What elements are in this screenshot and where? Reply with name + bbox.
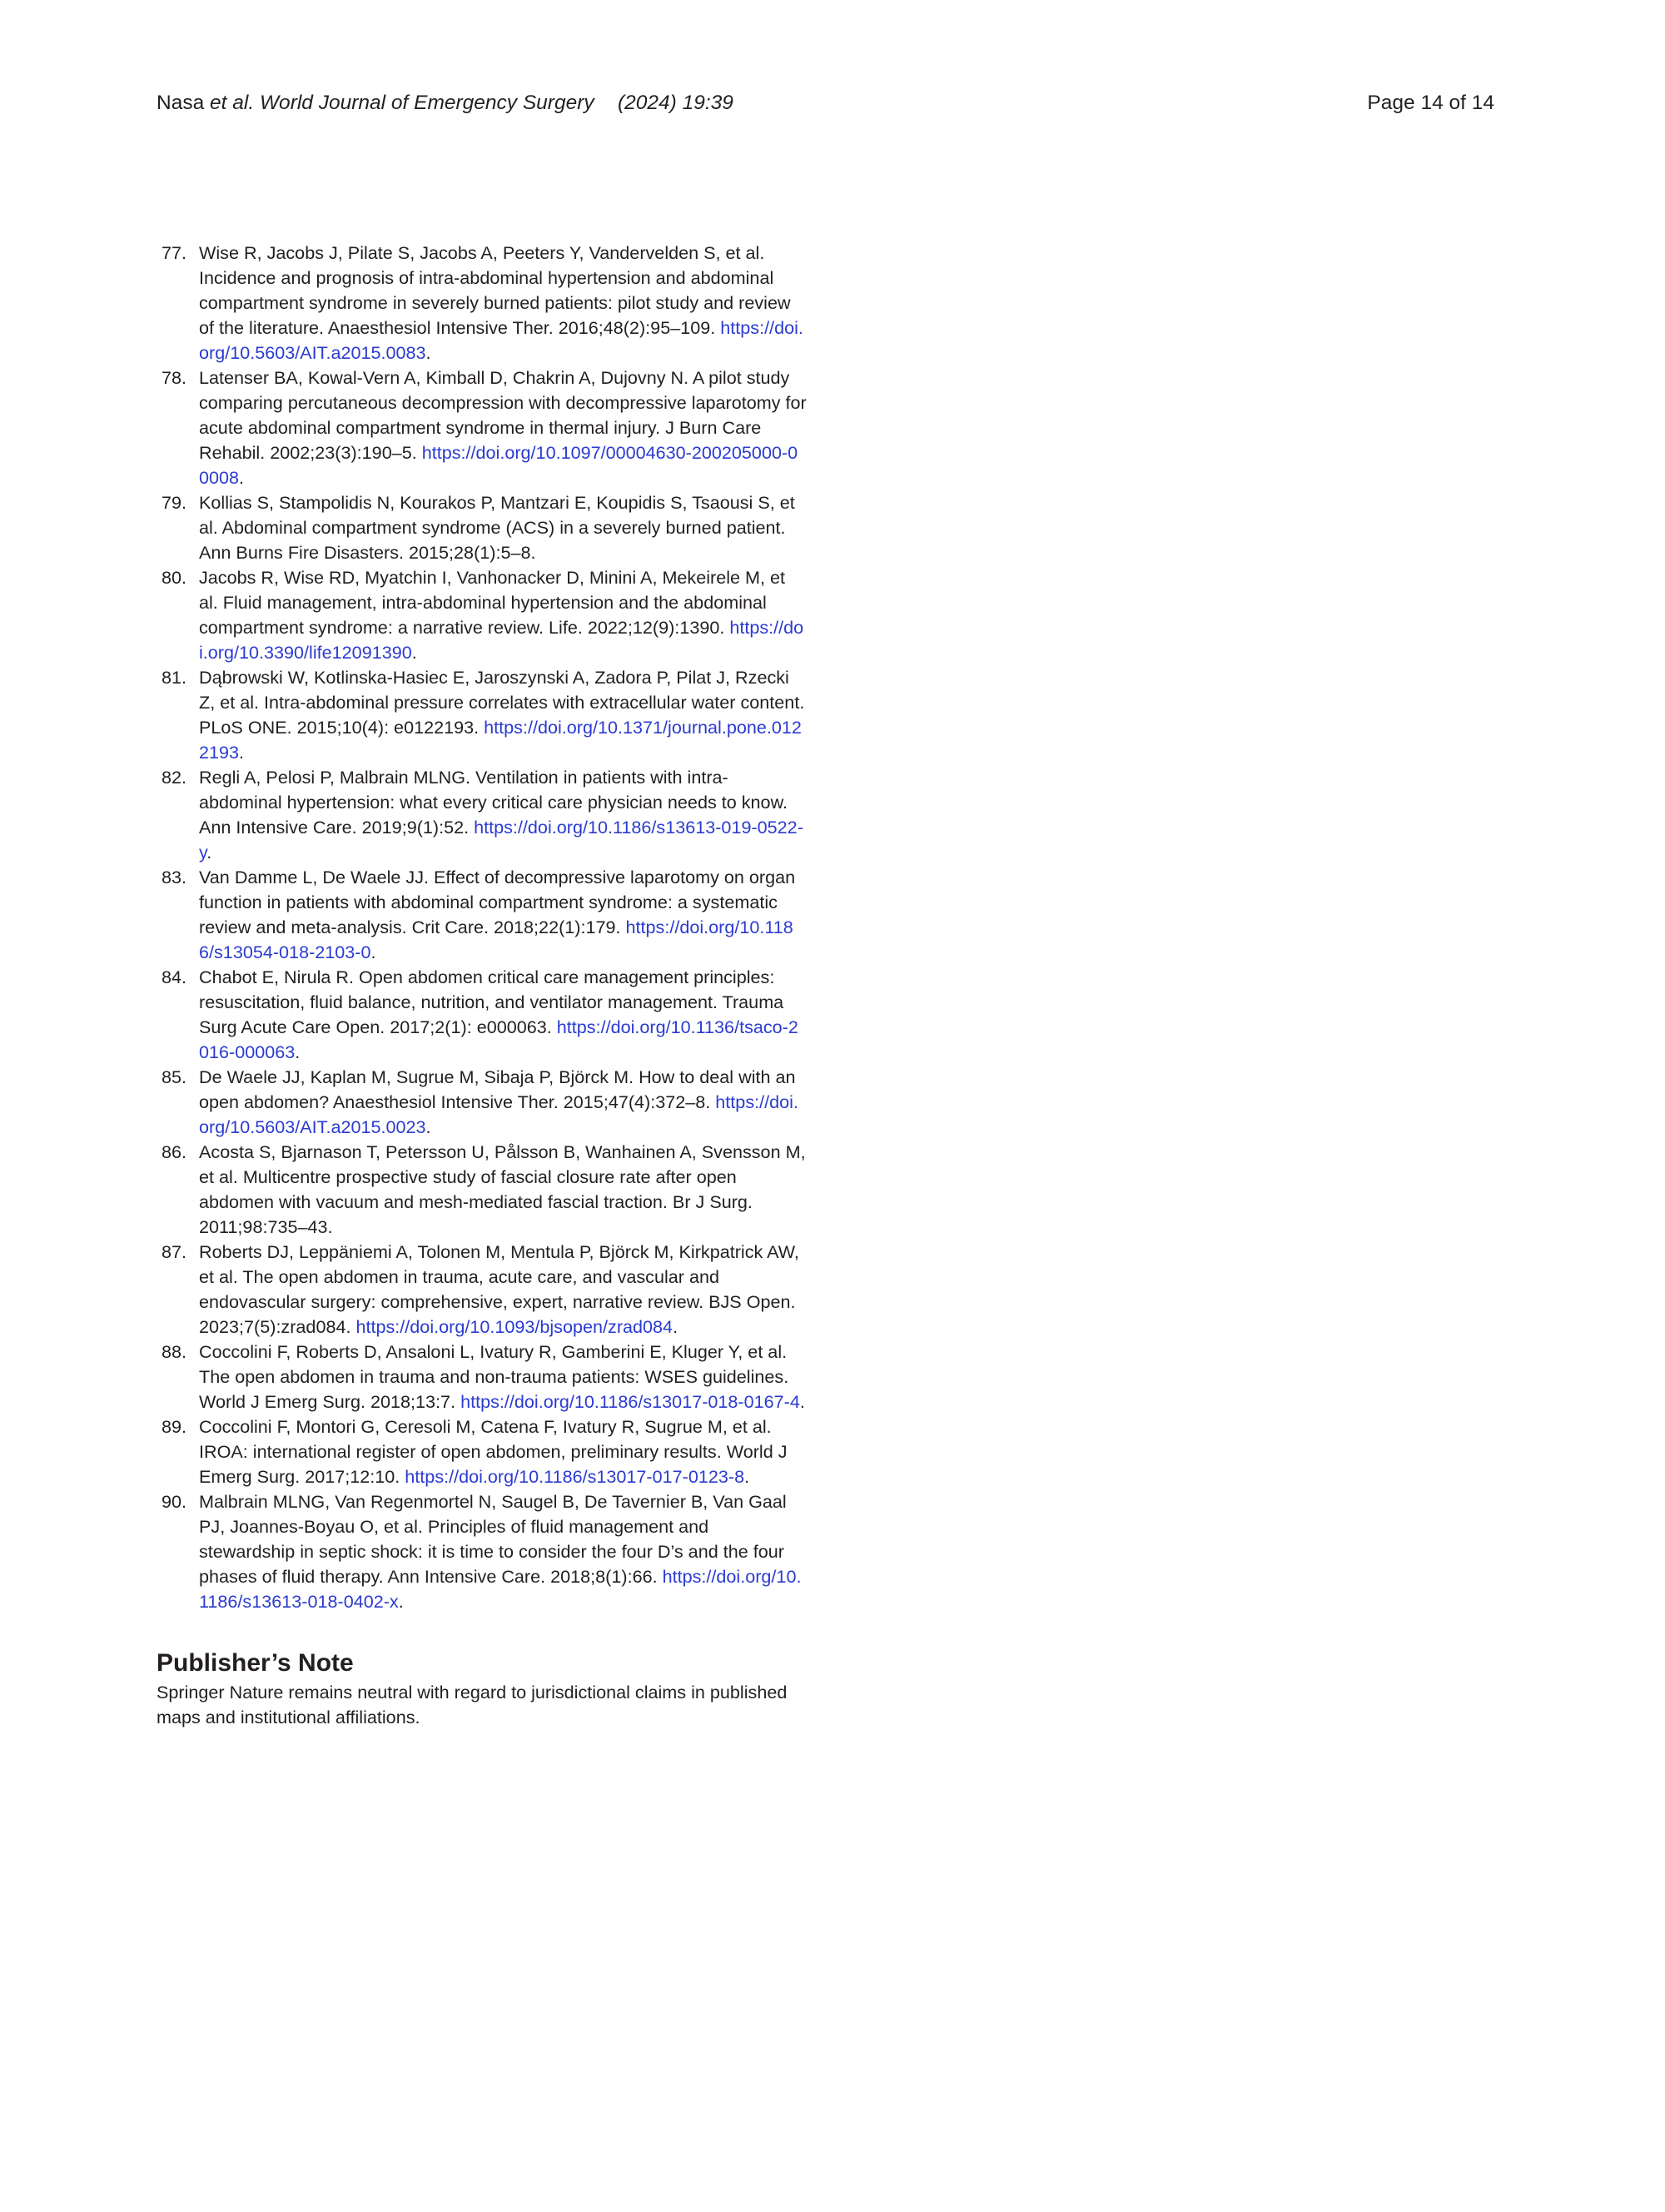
reference-text: Acosta S, Bjarnason T, Petersson U, Pålsson B, Wanhainen A, Svensson M, et al. Multicentre prospective study of fascial closure rate after open abdomen with vacuum and mesh-mediated fascial traction. Br J Surg. 2011;98:735–43. bbox=[199, 1141, 806, 1237]
reference-item bbox=[157, 1414, 808, 1489]
reference-item bbox=[157, 365, 808, 490]
running-head-citation bbox=[157, 88, 594, 118]
reference-doi-link[interactable]: https://doi.org/10.1097/00004630-200205000-00008 bbox=[199, 442, 798, 488]
reference-doi-link[interactable]: https://doi.org/10.3390/life12091390 bbox=[199, 617, 804, 663]
reference-text: De Waele JJ, Kaplan M, Sugrue M, Sibaja P, Björck M. How to deal with an open abdomen? Anaesthesiol Intensive Ther. 2015;47(4):372–8. bbox=[199, 1066, 796, 1112]
reference-number: 88. bbox=[161, 1341, 186, 1362]
reference-number: 78. bbox=[161, 367, 186, 388]
reference-text: Chabot E, Nirula R. Open abdomen critical care management principles: resuscitation, fluid balance, nutrition, and ventilator management. Trauma Surg Acute Care Open. 2017;2(1): e000063. bbox=[199, 967, 784, 1037]
reference-item bbox=[157, 765, 808, 865]
reference-text: Wise R, Jacobs J, Pilate S, Jacobs A, Peeters Y, Vandervelden S, et al. Incidence and prognosis of intra-abdominal hypertension and abdominal compartment syndrome in severely burned patients: pilot study and review of the literature. Anaesthesiol Intensive Ther. 2016;48(2):95–109. bbox=[199, 242, 791, 338]
reference-text: Coccolini F, Roberts D, Ansaloni L, Ivatury R, Gamberini E, Kluger Y, et al. The open abdomen in trauma and non-trauma patients: WSES guidelines. World J Emerg Surg. 2018;13:7. bbox=[199, 1341, 789, 1412]
reference-end: . bbox=[206, 842, 212, 862]
reference-number: 80. bbox=[161, 567, 186, 588]
reference-number: 90. bbox=[161, 1491, 186, 1512]
reference-doi-link[interactable]: https://doi.org/10.1186/s13017-017-0123-8 bbox=[405, 1466, 745, 1487]
reference-number: 86. bbox=[161, 1141, 186, 1162]
running-head bbox=[157, 88, 1494, 118]
reference-number: 82. bbox=[161, 767, 186, 788]
reference-item bbox=[157, 1140, 808, 1240]
reference-text: Malbrain MLNG, Van Regenmortel N, Saugel B, De Tavernier B, Van Gaal PJ, Joannes-Boyau O, et al. Principles of fluid management and stewardship in septic shock: it is time to consider the four D’s and the four phases of fluid therapy. Ann Intensive Care. 2018;8(1):66. bbox=[199, 1491, 787, 1587]
reference-end: . bbox=[425, 342, 431, 363]
publishers-note bbox=[157, 1647, 808, 1730]
reference-doi-link[interactable]: https://doi.org/10.5603/AIT.a2015.0023 bbox=[199, 1091, 798, 1137]
running-head-journal: et al. World Journal of Emergency Surgery bbox=[210, 92, 594, 114]
reference-text: Regli A, Pelosi P, Malbrain MLNG. Ventilation in patients with intra-abdominal hypertension: what every critical care physician needs to know. Ann Intensive Care. 2019;9(1):52. bbox=[199, 767, 788, 838]
reference-item bbox=[157, 1340, 808, 1414]
reference-number: 81. bbox=[161, 667, 186, 688]
reference-doi-link[interactable]: https://doi.org/10.1186/s13613-019-0522-y bbox=[199, 817, 803, 862]
reference-doi-link[interactable]: https://doi.org/10.1186/s13613-018-0402-x bbox=[199, 1566, 802, 1612]
reference-number: 85. bbox=[161, 1066, 186, 1087]
publishers-note-heading: Publisher’s Note bbox=[157, 1649, 354, 1677]
reference-text: Jacobs R, Wise RD, Myatchin I, Vanhonacker D, Minini A, Mekeirele M, et al. Fluid management, intra-abdominal hypertension and the abdominal compartment syndrome: a narrative review. Life. 2022;12(9):1390. bbox=[199, 567, 786, 638]
reference-text: Van Damme L, De Waele JJ. Effect of decompressive laparotomy on organ function in patients with abdominal compartment syndrome: a systematic review and meta-analysis. Crit Care. 2018;22(1):179. bbox=[199, 867, 796, 937]
reference-text: Dąbrowski W, Kotlinska-Hasiec E, Jaroszynski A, Zadora P, Pilat J, Rzecki Z, et al. Intra-abdominal pressure correlates with extracellular water content. PLoS ONE. 2015;10(4): e0122193. bbox=[199, 667, 805, 738]
reference-doi-link[interactable]: https://doi.org/10.1186/s13017-018-0167-4 bbox=[460, 1391, 800, 1412]
reference-number: 83. bbox=[161, 867, 186, 887]
reference-end: . bbox=[744, 1466, 750, 1487]
reference-text: Roberts DJ, Leppäniemi A, Tolonen M, Mentula P, Björck M, Kirkpatrick AW, et al. The open abdomen in trauma, acute care, and vascular and endovascular surgery: comprehensive, expert, narrative review. BJS Open. 2023;7(5):zrad084. bbox=[199, 1241, 799, 1337]
reference-doi-link[interactable]: https://doi.org/10.1371/journal.pone.0122193 bbox=[199, 717, 802, 763]
reference-doi-link[interactable]: https://doi.org/10.1186/s13054-018-2103-0 bbox=[199, 917, 793, 962]
reference-item bbox=[157, 1489, 808, 1614]
reference-list bbox=[157, 241, 808, 1614]
reference-end: . bbox=[425, 1116, 431, 1137]
reference-doi-link[interactable]: https://doi.org/10.1136/tsaco-2016-000063 bbox=[199, 1017, 798, 1062]
reference-number: 84. bbox=[161, 967, 186, 987]
reference-number: 89. bbox=[161, 1416, 186, 1437]
page-number: Page 14 of 14 bbox=[1367, 92, 1494, 114]
reference-end: . bbox=[799, 1391, 805, 1412]
reference-item bbox=[157, 865, 808, 965]
reference-doi-link[interactable]: https://doi.org/10.5603/AIT.a2015.0083 bbox=[199, 317, 803, 363]
reference-item bbox=[157, 241, 808, 365]
reference-item bbox=[157, 1065, 808, 1140]
reference-end: . bbox=[370, 942, 376, 962]
reference-end: . bbox=[411, 642, 417, 663]
reference-number: 87. bbox=[161, 1241, 186, 1262]
reference-item bbox=[157, 665, 808, 765]
reference-end: . bbox=[398, 1591, 404, 1612]
publishers-note-text: Springer Nature remains neutral with regard to jurisdictional claims in published maps and institutional affiliations. bbox=[157, 1682, 788, 1727]
reference-text: Kollias S, Stampolidis N, Kourakos P, Mantzari E, Koupidis S, Tsaousi S, et al. Abdominal compartment syndrome (ACS) in a severely burned patient. Ann Burns Fire Disasters. 2015;28(1):5–8. bbox=[199, 492, 795, 563]
reference-text: Coccolini F, Montori G, Ceresoli M, Catena F, Ivatury R, Sugrue M, et al. IROA: international register of open abdomen, preliminary results. World J Emerg Surg. 2017;12:10. bbox=[199, 1416, 788, 1487]
reference-end: . bbox=[239, 742, 245, 763]
reference-end: . bbox=[295, 1041, 301, 1062]
reference-item bbox=[157, 965, 808, 1065]
reference-item bbox=[157, 565, 808, 665]
reference-doi-link[interactable]: https://doi.org/10.1093/bjsopen/zrad084 bbox=[355, 1316, 673, 1337]
running-head-authors: Nasa bbox=[157, 92, 211, 114]
reference-item bbox=[157, 490, 808, 565]
reference-text: Latenser BA, Kowal-Vern A, Kimball D, Chakrin A, Dujovny N. A pilot study comparing percutaneous decompression with decompressive laparotomy for acute abdominal compartment syndrome in thermal injury. J Burn Care Rehabil. 2002;23(3):190–5. bbox=[199, 367, 807, 463]
reference-end: . bbox=[239, 467, 245, 488]
running-head-year-volume: (2024) 19:39 bbox=[618, 92, 733, 114]
reference-end: . bbox=[673, 1316, 678, 1337]
reference-item bbox=[157, 1240, 808, 1340]
reference-number: 79. bbox=[161, 492, 186, 513]
reference-number: 77. bbox=[161, 242, 186, 263]
